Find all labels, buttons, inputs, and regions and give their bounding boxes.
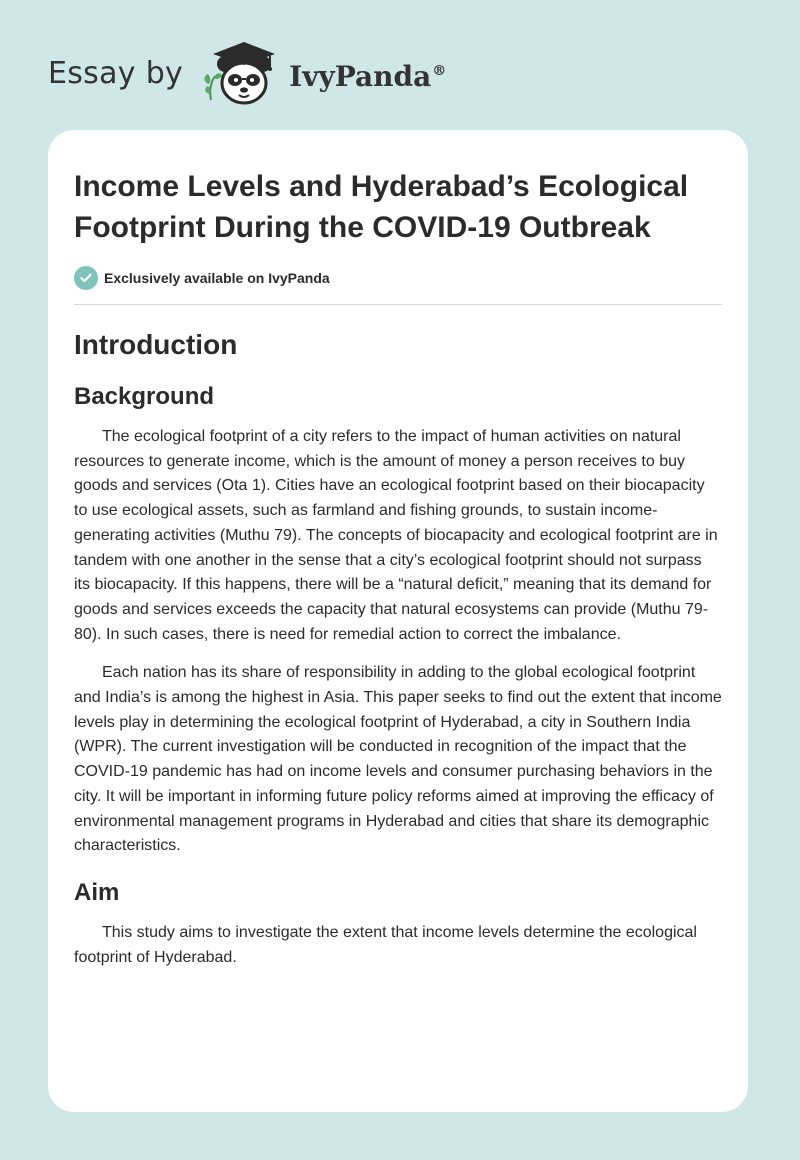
exclusive-badge — [74, 265, 722, 291]
brand-prefix: Essay by — [48, 55, 184, 91]
registered-mark: ® — [432, 63, 447, 80]
essay-card — [48, 130, 748, 1112]
subsection-heading-aim: Aim — [74, 878, 120, 906]
essay-title: Income Levels and Hyderabad’s Ecological Footprint During the COVID-19 Outbreak — [74, 170, 689, 244]
aim-paragraph: This study aims to investigate the extent that income levels determine the ecological footprint of Hyderabad. — [74, 923, 697, 966]
subsection-heading-background: Background — [74, 383, 215, 410]
section-heading-introduction: Introduction — [74, 329, 238, 360]
exclusive-label: Exclusively available on IvyPanda — [104, 270, 330, 286]
title-divider — [74, 304, 722, 305]
brand-name-text: IvyPanda — [289, 59, 432, 93]
check-circle-icon — [74, 266, 98, 290]
brand-header — [48, 38, 446, 108]
panda-logo-icon — [199, 38, 285, 108]
brand-name — [289, 60, 446, 93]
background-paragraph-2: Each nation has its share of responsibility in adding to the global ecological footprint and India’s is among the highest in Asia. This paper seeks to find out the extent that income levels play in determining the ecological footprint of Hyderabad, a city in Southern India (WPR). The current investigation will be conducted in recognition of the impact that the COVID-19 pandemic has had on income levels and consumer purchasing behaviors in the city. It will be important in informing future policy reforms aimed at improving the efficacy of environmental management programs in Hyderabad and cities that share its demographic characteristics. — [74, 664, 722, 855]
background-paragraph-1: The ecological footprint of a city refers to the impact of human activities on natural resources to generate income, which is the amount of money a person receives to buy goods and services (Ota 1). Cities have an ecological footprint based on their biocapacity to use ecological assets, such as farmland and fishing grounds, to sustain income-generating activities (Muthu 79). The concepts of biocapacity and ecological footprint are in tandem with one another in the sense that a city’s ecological footprint should not surpass its biocapacity. If this happens, there will be a “natural deficit,” meaning that its demand for goods and services exceeds the capacity that natural ecosystems can provide (Muthu 79-80). In such cases, there is need for remedial action to correct the imbalance. — [74, 428, 718, 643]
